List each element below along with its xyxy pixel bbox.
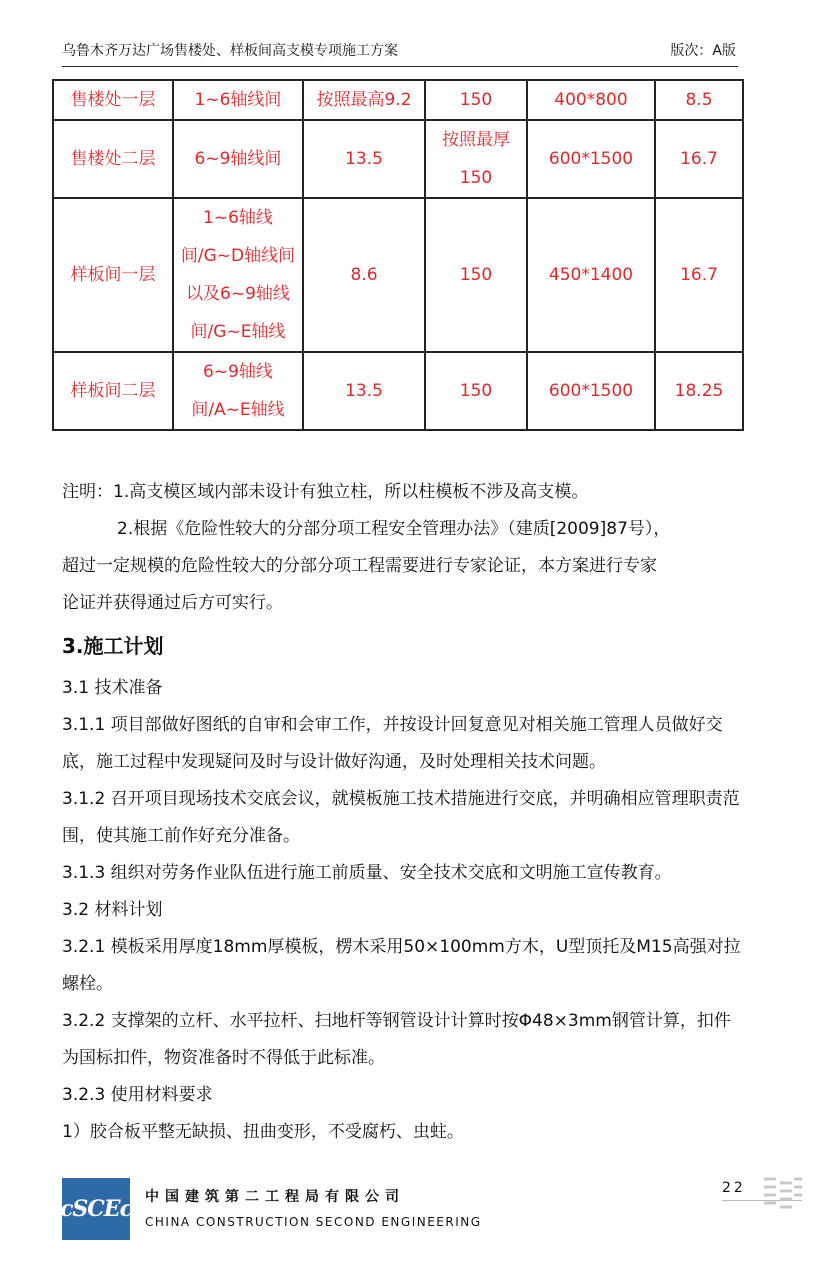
document-title: 乌鲁木齐万达广场售楼处、样板间高支模专项施工方案 <box>62 43 398 59</box>
table-cell: 13.5 <box>303 352 425 430</box>
table-cell: 6~9轴线间/A~E轴线 <box>173 352 303 430</box>
note-2-continued: 超过一定规模的危险性较大的分部分项工程需要进行专家论证，本方案进行专家 <box>62 556 657 576</box>
paragraph: 3.2.2 支撑架的立杆、水平拉杆、扫地杆等钢管设计计算时按Φ48×3mm钢管计算，扣件为国标扣件，物资准备时不得低于此标准。 <box>62 1011 731 1068</box>
logo-text: cSCEc <box>60 1196 132 1222</box>
table-cell: 1~6轴线间 <box>173 80 303 120</box>
table-row <box>53 120 743 198</box>
table-cell: 13.5 <box>303 120 425 198</box>
support-spec-table <box>52 79 744 431</box>
paragraph: 3.1 技术准备 <box>62 678 163 698</box>
table-row <box>53 198 743 352</box>
paragraph: 3.1.1 项目部做好图纸的自审和会审工作，并按设计回复意见对相关施工管理人员做好交底，施工过程中发现疑问及时与设计做好沟通，及时处理相关技术问题。 <box>62 715 723 772</box>
table-cell: 8.6 <box>303 198 425 352</box>
paragraph: 1）胶合板平整无缺损、扭曲变形，不受腐朽、虫蛀。 <box>62 1122 464 1142</box>
table-row <box>53 352 743 430</box>
table-cell: 150 <box>425 352 527 430</box>
table-cell: 150 <box>425 80 527 120</box>
table-cell: 16.7 <box>655 120 743 198</box>
table-cell: 样板间二层 <box>53 352 173 430</box>
page-header <box>62 36 738 67</box>
table-cell: 6~9轴线间 <box>173 120 303 198</box>
paragraph: 3.1.3 组织对劳务作业队伍进行施工前质量、安全技术交底和文明施工宣传教育。 <box>62 863 672 883</box>
decorative-grid-icon <box>760 1175 804 1211</box>
paragraph: 3.2.1 模板采用厚度18mm厚模板，楞木采用50×100mm方木，U型顶托及M15高强对拉螺栓。 <box>62 937 741 994</box>
paragraph: 3.1.2 召开项目现场技术交底会议，就模板施工技术措施进行交底，并明确相应管理职责范围，使其施工前作好充分准备。 <box>62 789 740 846</box>
table-cell: 16.7 <box>655 198 743 352</box>
note-2: 2.根据《危险性较大的分部分项工程安全管理办法》（建质[2009]87号）， <box>117 519 671 539</box>
table-row <box>53 80 743 120</box>
section-heading: 3.施工计划 <box>62 634 164 658</box>
table-cell: 150 <box>425 198 527 352</box>
document-version: 版次：A版 <box>670 43 736 59</box>
table-cell: 450*1400 <box>527 198 655 352</box>
note-1: 注明：1.高支模区域内部未设计有独立柱，所以柱模板不涉及高支模。 <box>62 482 589 502</box>
paragraph: 3.2 材料计划 <box>62 900 163 920</box>
table-cell: 600*1500 <box>527 120 655 198</box>
company-name-cn: 中国建筑第二工程局有限公司 <box>145 1189 405 1205</box>
company-name-en: CHINA CONSTRUCTION SECOND ENGINEERING <box>145 1215 482 1229</box>
table-cell: 18.25 <box>655 352 743 430</box>
table-cell: 8.5 <box>655 80 743 120</box>
table-cell: 1~6轴线间/G~D轴线间以及6~9轴线间/G~E轴线 <box>173 198 303 352</box>
page-number: 22 <box>722 1180 746 1196</box>
table-cell: 售楼处二层 <box>53 120 173 198</box>
note-2-end: 论证并获得通过后方可实行。 <box>62 593 283 613</box>
table-cell: 400*800 <box>527 80 655 120</box>
table-cell: 600*1500 <box>527 352 655 430</box>
company-logo <box>62 1178 130 1240</box>
table-cell: 按照最高9.2 <box>303 80 425 120</box>
paragraph: 3.2.3 使用材料要求 <box>62 1085 213 1105</box>
notes-block <box>62 474 742 622</box>
construction-plan-section <box>62 628 742 1151</box>
table-cell: 售楼处一层 <box>53 80 173 120</box>
table-cell: 按照最厚150 <box>425 120 527 198</box>
table-cell: 样板间一层 <box>53 198 173 352</box>
